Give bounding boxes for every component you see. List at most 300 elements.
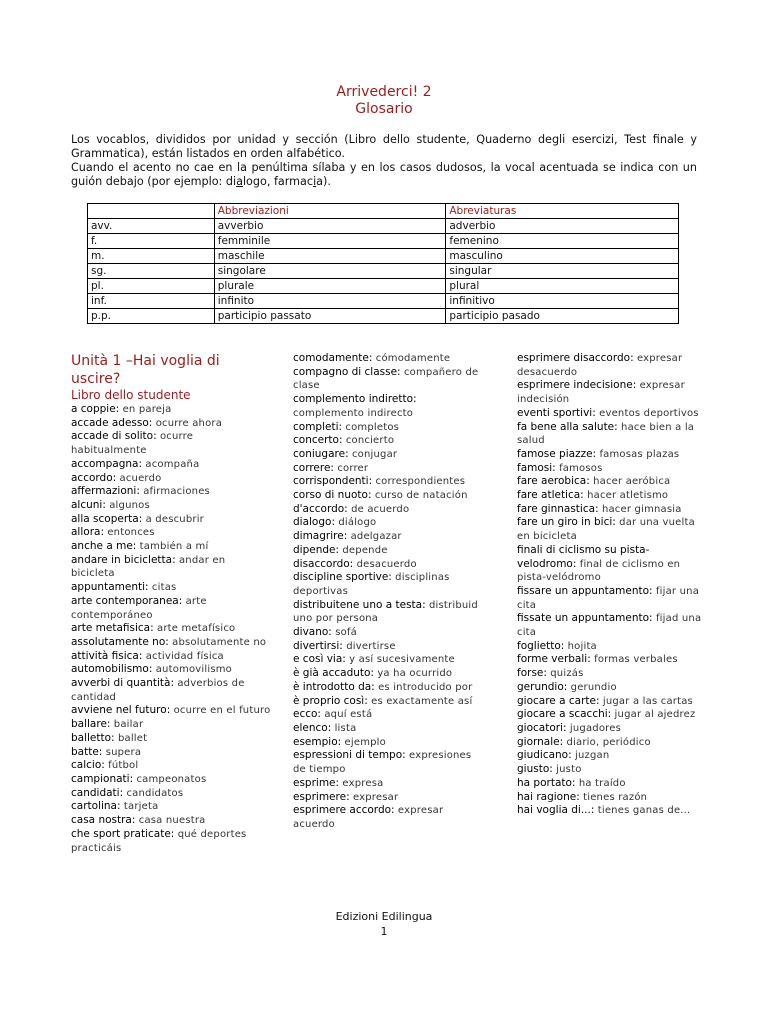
glossary-entry: [293, 722, 483, 736]
glossary-entry: [293, 544, 483, 558]
glossary-entry: [517, 352, 707, 379]
table-row: [88, 234, 679, 249]
italian-term: d'accordo:: [293, 502, 348, 515]
spanish-translation: desacuerdo: [356, 558, 417, 570]
glossary-entry: [293, 599, 483, 626]
spanish-translation: andar en bicicleta: [71, 554, 226, 580]
glossary-entry: [293, 352, 483, 366]
spanish-translation: expresar desacuerdo: [517, 353, 683, 378]
table-cell: avverbio: [214, 219, 446, 234]
table-row: [88, 309, 679, 324]
table-cell: inf.: [88, 294, 215, 309]
glossary-entry: [517, 544, 707, 585]
spanish-translation: fútbol: [108, 760, 139, 772]
italian-term: fare ginnastica:: [517, 502, 599, 515]
table-cell: avv.: [88, 219, 215, 234]
spanish-translation: divertirse: [346, 640, 396, 652]
glossary-entry: [517, 503, 707, 517]
glossary-entry: [293, 708, 483, 722]
spanish-translation: expresar indecisión: [517, 380, 685, 406]
italian-term: alcuni:: [71, 498, 106, 511]
italian-term: dipende:: [293, 543, 340, 556]
spanish-translation: dar una vuelta en bicicleta: [517, 517, 695, 543]
intro-text: [71, 133, 697, 189]
table-header-row: [88, 204, 679, 219]
glossary-entry: [293, 626, 483, 640]
table-cell: maschile: [214, 249, 446, 264]
italian-term: affermazioni:: [71, 485, 140, 498]
spanish-translation: ya ha ocurrido: [377, 668, 453, 680]
italian-term: campionati:: [71, 772, 134, 785]
spanish-translation: depende: [342, 544, 388, 556]
italian-term: calcio:: [71, 759, 105, 772]
table-cell: sg.: [88, 264, 215, 279]
table-cell: femminile: [214, 234, 446, 249]
spanish-translation: correspondientes: [375, 476, 466, 488]
glossary-entry: [517, 612, 707, 639]
glossary-entry: [293, 421, 483, 435]
section-heading: Libro dello studente: [71, 388, 191, 402]
spanish-translation: correr: [337, 462, 369, 474]
spanish-translation: hojita: [567, 640, 597, 652]
glossary-entry: [517, 585, 707, 612]
table-cell: participio passato: [214, 309, 446, 324]
spanish-translation: es introducido por: [378, 681, 473, 693]
spanish-translation: justo: [556, 764, 582, 776]
page-number: 1: [380, 925, 388, 938]
table-cell: plural: [446, 279, 679, 294]
abbreviations-table: [87, 203, 679, 324]
glossary-entry: [71, 430, 271, 457]
spanish-translation: expresar: [352, 791, 399, 803]
table-cell: plurale: [214, 279, 446, 294]
italian-term: giocare a carte:: [517, 694, 600, 707]
spanish-translation: acompaña: [145, 458, 200, 470]
glossary-entry: [517, 736, 707, 750]
italian-term: fissate un appuntamento:: [517, 612, 653, 625]
italian-term: balletto:: [71, 731, 115, 744]
spanish-translation: ha traído: [578, 777, 626, 789]
glossary-entry: [293, 503, 483, 517]
spanish-translation: ocurre en el futuro: [173, 705, 271, 717]
glossary-entry: [293, 777, 483, 791]
italian-term: che sport praticate:: [71, 827, 175, 840]
glossary-entry: [71, 417, 271, 431]
publisher-name: Edizioni Edilingua: [335, 910, 433, 923]
spanish-translation: citas: [151, 582, 177, 594]
spanish-translation: sofá: [335, 627, 357, 639]
table-row: [88, 279, 679, 294]
italian-term: è proprio così:: [293, 694, 368, 707]
italian-term: e così via:: [293, 653, 346, 666]
glossary-entry: [293, 462, 483, 476]
glossary-entry: [71, 663, 271, 677]
spanish-translation: expresar acuerdo: [293, 805, 444, 830]
document-subtitle: Glosario: [355, 101, 413, 117]
spanish-translation: cómodamente: [375, 353, 451, 364]
spanish-translation: también a mí: [139, 541, 209, 553]
italian-term: espressioni di tempo:: [293, 749, 406, 762]
glossary-entry: [517, 448, 707, 462]
italian-term: fare un giro in bici:: [517, 516, 616, 529]
spanish-translation: ocurre habitualmente: [71, 431, 194, 457]
glossary-entry: [293, 393, 483, 420]
glossary-entry: [71, 513, 271, 527]
page-title-block: [0, 84, 768, 118]
spanish-translation: adverbios de cantidad: [71, 678, 245, 703]
spanish-translation: expresiones de tiempo: [293, 750, 472, 776]
italian-term: casa nostra:: [71, 814, 136, 827]
italian-term: famosi:: [517, 461, 556, 474]
glossary-entry: [71, 746, 271, 760]
glossary-entry: [71, 773, 271, 787]
spanish-translation: concierto: [345, 435, 395, 447]
spanish-translation: complemento indirecto: [293, 407, 414, 419]
glossary-entry: [71, 581, 271, 595]
glossary-entry: [293, 516, 483, 530]
glossary-entry: [293, 558, 483, 572]
glossary-entry: [71, 787, 271, 801]
table-cell: adverbio: [446, 219, 679, 234]
glossary-entry: [71, 458, 271, 472]
glossary-column-1: [71, 352, 271, 855]
glossary-entry: [71, 704, 271, 718]
table-cell: m.: [88, 249, 215, 264]
glossary-entry: [517, 722, 707, 736]
spanish-translation: candidatos: [126, 787, 184, 799]
table-cell: infinito: [214, 294, 446, 309]
italian-term: compagno di classe:: [293, 365, 401, 378]
italian-term: famose piazze:: [517, 447, 597, 460]
glossary-entry: [293, 434, 483, 448]
glossary-list: [517, 352, 707, 818]
glossary-entry: [71, 526, 271, 540]
spanish-translation: tienes razón: [583, 791, 648, 803]
glossary-entry: [517, 777, 707, 791]
glossary-entry: [517, 640, 707, 654]
italian-term: esprimere indecisione:: [517, 379, 637, 392]
italian-term: dialogo:: [293, 516, 335, 529]
spanish-translation: a descubrir: [145, 513, 204, 525]
spanish-translation: lista: [334, 722, 357, 734]
glossary-entry: [517, 379, 707, 406]
spanish-translation: conjugar: [351, 448, 398, 460]
spanish-translation: tienes ganas de...: [597, 805, 691, 817]
table-cell: pl.: [88, 279, 215, 294]
glossary-entry: [71, 732, 271, 746]
italian-term: giocare a scacchi:: [517, 708, 612, 721]
intro-text-part: Cuando el acento no cae en la penúltima sílaba y en los casos dudosos, la vocal acentuada se indica con un guión debajo (por ejemplo: di: [71, 161, 697, 188]
spanish-translation: formas verbales: [594, 654, 678, 666]
glossary-entry: [517, 516, 707, 543]
glossary-entry: [517, 695, 707, 709]
italian-term: giornale:: [517, 735, 564, 748]
table-cell: infinitivo: [446, 294, 679, 309]
table-cell: participio pasado: [446, 309, 679, 324]
italian-term: giudicano:: [517, 749, 572, 762]
glossary-entry: [293, 749, 483, 776]
glossary-entry: [293, 571, 483, 598]
unit-heading: Unità 1 –Hai voglia di uscire?: [71, 353, 220, 387]
spanish-translation: de acuerdo: [351, 503, 410, 515]
italian-term: corrispondenti:: [293, 475, 373, 488]
italian-term: esempio:: [293, 735, 342, 748]
italian-term: esprimere disaccordo:: [517, 352, 634, 364]
italian-term: comodamente:: [293, 352, 373, 364]
glossary-entry: [71, 403, 271, 417]
spanish-translation: tarjeta: [123, 801, 159, 813]
italian-term: automobilismo:: [71, 663, 153, 676]
spanish-translation: actividad física: [145, 650, 224, 662]
table-cell: femenino: [446, 234, 679, 249]
glossary-entry: [71, 595, 271, 622]
glossary-list: [71, 403, 271, 855]
italian-term: elenco:: [293, 721, 332, 734]
table-cell: singolare: [214, 264, 446, 279]
italian-term: anche a me:: [71, 540, 137, 553]
table-row: [88, 219, 679, 234]
intro-paragraph-1: Los vocablos, divididos por unidad y sección (Libro dello studente, Quaderno degli esercizi, Test finale y Grammatica), están listados en orden alfabético.: [71, 133, 697, 160]
table-cell: singular: [446, 264, 679, 279]
spanish-translation: juzgan: [575, 750, 610, 762]
italian-term: completi:: [293, 420, 343, 433]
spanish-translation: absolutamente no: [172, 636, 267, 648]
spanish-translation: fijar una cita: [517, 585, 700, 611]
spanish-translation: famosas plazas: [599, 448, 680, 460]
glossary-entry: [71, 554, 271, 581]
italian-term: appuntamenti:: [71, 581, 149, 594]
spanish-translation: completos: [345, 421, 400, 433]
italian-term: dimagrire:: [293, 530, 348, 543]
glossary-entry: [71, 718, 271, 732]
glossary-entry: [293, 695, 483, 709]
glossary-entry: [71, 472, 271, 486]
glossary-entry: [517, 462, 707, 476]
glossary-entry: [71, 636, 271, 650]
glossary-entry: [293, 475, 483, 489]
glossary-entry: [517, 475, 707, 489]
glossary-entry: [517, 421, 707, 448]
spanish-translation: campeonatos: [136, 773, 207, 785]
glossary-entry: [71, 485, 271, 499]
italian-term: correre:: [293, 461, 334, 474]
table-header-cell: Abreviaturas: [446, 204, 679, 219]
italian-term: hai ragione:: [517, 790, 580, 803]
spanish-translation: casa nuestra: [138, 815, 206, 827]
spanish-translation: ejemplo: [344, 736, 386, 748]
spanish-translation: arte contemporáneo: [71, 595, 207, 621]
glossary-entry: [71, 650, 271, 664]
italian-term: divano:: [293, 626, 332, 639]
glossary-entry: [517, 791, 707, 805]
spanish-translation: jugadores: [569, 722, 621, 734]
glossary-entry: [517, 653, 707, 667]
glossary-entry: [71, 622, 271, 636]
spanish-translation: fijad una cita: [517, 613, 702, 639]
italian-term: distribuitene uno a testa:: [293, 598, 426, 611]
table-header-cell: Abbreviazioni: [214, 204, 446, 219]
table-header-cell: [88, 204, 215, 219]
italian-term: ecco:: [293, 708, 321, 721]
glossary-entry: [71, 814, 271, 828]
intro-paragraph-2: [71, 161, 697, 189]
spanish-translation: ocurre ahora: [155, 417, 223, 429]
underlined-vowel: a: [236, 175, 243, 188]
spanish-translation: gerundio: [570, 681, 617, 693]
glossary-entry: [293, 640, 483, 654]
italian-term: ballare:: [71, 718, 111, 731]
italian-term: andare in bicicletta:: [71, 553, 176, 566]
italian-term: esprimere:: [293, 790, 350, 803]
italian-term: a coppie:: [71, 403, 120, 415]
spanish-translation: famosos: [559, 462, 603, 474]
glossary-entry: [517, 667, 707, 681]
italian-term: alla scoperta:: [71, 512, 143, 525]
glossary-entry: [71, 828, 271, 855]
spanish-translation: es exactamente así: [371, 695, 473, 707]
italian-term: fissare un appuntamento:: [517, 584, 653, 597]
glossary-entry: [293, 653, 483, 667]
italian-term: allora:: [71, 526, 104, 539]
spanish-translation: arte metafísico: [157, 623, 236, 635]
glossary-entry: [293, 530, 483, 544]
table-row: [88, 264, 679, 279]
italian-term: ha portato:: [517, 776, 576, 789]
italian-term: accade di solito:: [71, 430, 157, 443]
spanish-translation: diálogo: [338, 517, 377, 529]
italian-term: eventi sportivi:: [517, 406, 596, 419]
glossary-entry: [517, 763, 707, 777]
spanish-translation: curso de natación: [374, 490, 468, 502]
glossary-entry: [517, 681, 707, 695]
italian-term: gerundio:: [517, 680, 568, 693]
table-row: [88, 294, 679, 309]
table-cell: p.p.: [88, 309, 215, 324]
italian-term: accade adesso:: [71, 416, 153, 429]
glossary-entry: [293, 804, 483, 831]
spanish-translation: entonces: [107, 527, 155, 539]
glossary-column-2: [293, 352, 483, 832]
italian-term: discipline sportive:: [293, 571, 392, 584]
glossary-entry: [71, 499, 271, 513]
italian-term: batte:: [71, 745, 103, 758]
spanish-translation: bailar: [113, 719, 144, 731]
spanish-translation: ballet: [117, 732, 148, 744]
italian-term: fa bene alla salute:: [517, 420, 618, 433]
spanish-translation: disciplinas deportivas: [293, 572, 450, 597]
glossary-entry: [293, 366, 483, 393]
glossary-entry: [517, 708, 707, 722]
page-footer: [0, 909, 768, 939]
italian-term: complemento indiretto:: [293, 393, 417, 406]
italian-term: candidati:: [71, 786, 124, 799]
italian-term: hai voglia di...:: [517, 804, 595, 817]
spanish-translation: expresa: [342, 777, 384, 789]
italian-term: esprimere accordo:: [293, 804, 395, 817]
intro-text-part: logo, farmac: [242, 175, 314, 188]
spanish-translation: hace bien a la salud: [517, 421, 695, 447]
italian-term: è già accaduto:: [293, 667, 374, 680]
italian-term: fare atletica:: [517, 489, 584, 502]
italian-term: arte metafisica:: [71, 622, 154, 635]
italian-term: assolutamente no:: [71, 635, 169, 648]
spanish-translation: compañero de clase: [293, 366, 479, 392]
italian-term: forse:: [517, 667, 547, 680]
italian-term: esprime:: [293, 776, 340, 789]
spanish-translation: y así sucesivamente: [349, 654, 455, 666]
italian-term: foglietto:: [517, 639, 565, 652]
intro-text-part: a).: [316, 175, 331, 188]
italian-term: concerto:: [293, 434, 343, 447]
spanish-translation: hacer gimnasia: [601, 503, 682, 515]
italian-term: è introdotto da:: [293, 680, 375, 693]
glossary-entry: [71, 800, 271, 814]
italian-term: accompagna:: [71, 457, 143, 470]
spanish-translation: aquí está: [324, 709, 373, 721]
spanish-translation: qué deportes practicáis: [71, 828, 247, 854]
spanish-translation: supera: [105, 746, 142, 758]
spanish-translation: quizás: [550, 668, 584, 680]
glossary-entry: [293, 681, 483, 695]
italian-term: corso di nuoto:: [293, 489, 372, 502]
italian-term: giusto:: [517, 763, 553, 776]
document-title: Arrivederci! 2: [336, 84, 432, 100]
italian-term: divertirsi:: [293, 639, 343, 652]
spanish-translation: automovilismo: [155, 664, 233, 676]
italian-term: accordo:: [71, 471, 117, 484]
italian-term: forme verbali:: [517, 653, 591, 666]
glossary-entry: [293, 489, 483, 503]
glossary-entry: [517, 407, 707, 421]
italian-term: giocatori:: [517, 721, 567, 734]
glossary-entry: [293, 667, 483, 681]
italian-term: finali di ciclismo su pista-velodromo:: [517, 543, 650, 570]
italian-term: arte contemporanea:: [71, 594, 183, 607]
glossary-entry: [71, 759, 271, 773]
spanish-translation: hacer aeróbica: [593, 476, 671, 488]
spanish-translation: diario, periódico: [566, 736, 651, 748]
underlined-vowel: i: [313, 175, 317, 188]
italian-term: attività fisica:: [71, 649, 143, 662]
glossary-entry: [71, 677, 271, 704]
spanish-translation: afirmaciones: [143, 486, 210, 498]
spanish-translation: eventos deportivos: [599, 407, 699, 419]
spanish-translation: hacer atletismo: [587, 490, 669, 502]
spanish-translation: distribuid uno por persona: [293, 599, 478, 625]
glossary-entry: [293, 448, 483, 462]
italian-term: disaccordo:: [293, 557, 354, 570]
glossary-entry: [517, 489, 707, 503]
spanish-translation: adelgazar: [350, 531, 402, 543]
italian-term: coniugare:: [293, 447, 349, 460]
spanish-translation: jugar al ajedrez: [614, 709, 696, 721]
spanish-translation: jugar a las cartas: [602, 695, 693, 707]
glossary-entry: [517, 749, 707, 763]
spanish-translation: en pareja: [122, 404, 172, 415]
glossary-entry: [71, 540, 271, 554]
italian-term: avviene nel futuro:: [71, 704, 171, 717]
glossary-entry: [293, 736, 483, 750]
table-cell: f.: [88, 234, 215, 249]
spanish-translation: acuerdo: [119, 472, 162, 484]
italian-term: avverbi di quantità:: [71, 677, 175, 690]
glossary-entry: [517, 804, 707, 818]
italian-term: fare aerobica:: [517, 475, 590, 488]
glossary-list: [293, 352, 483, 832]
glossary-entry: [293, 791, 483, 805]
glossary-column-3: [517, 352, 707, 818]
italian-term: cartolina:: [71, 800, 121, 813]
